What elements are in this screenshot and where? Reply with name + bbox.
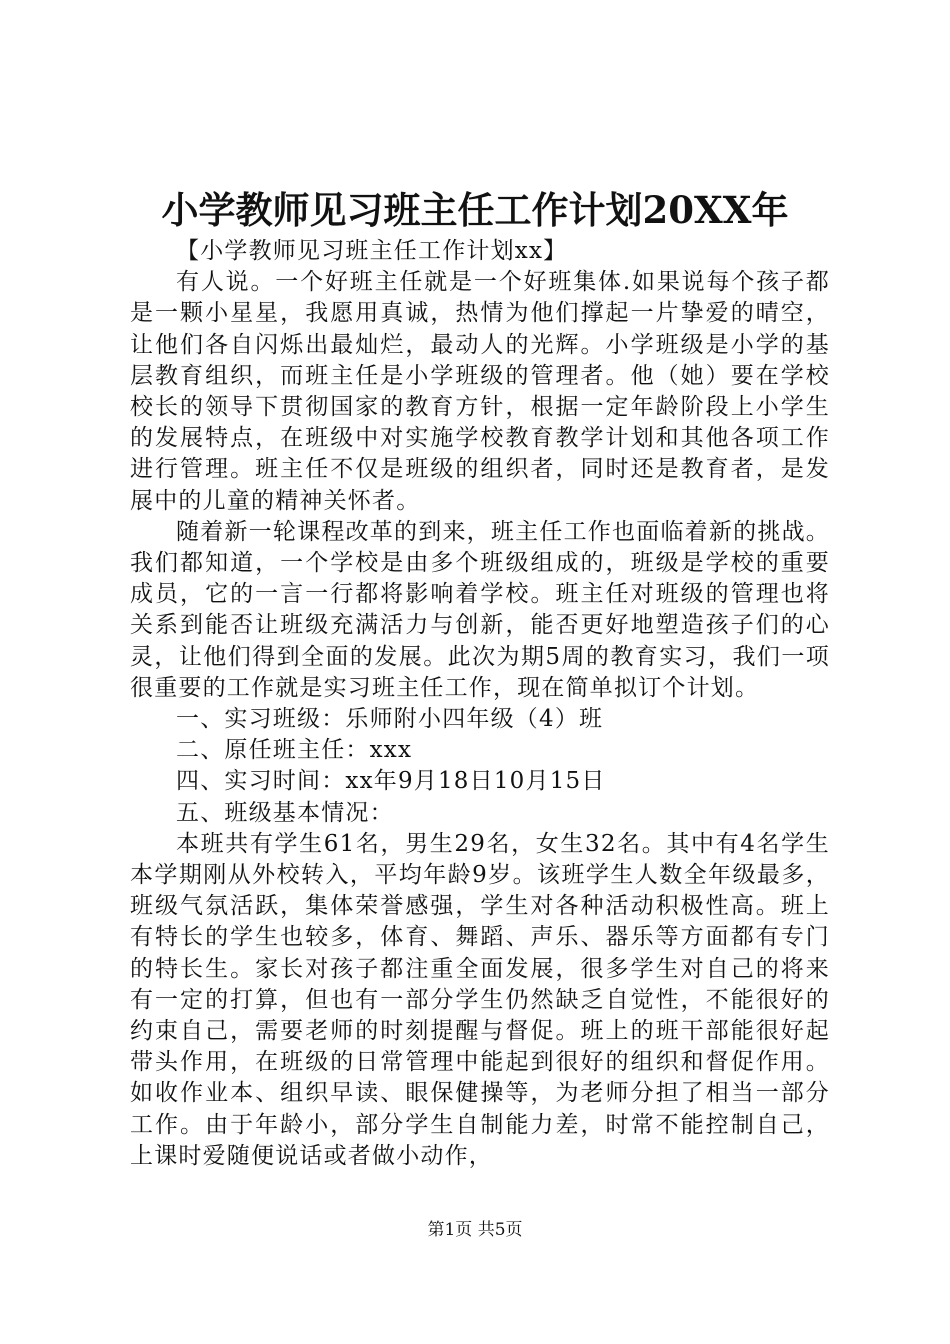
paragraph-challenge: 随着新一轮课程改革的到来，班主任工作也面临着新的挑战。我们都知道，一个学校是由多个班级组成的，班级是学校的重要成员，它的一言一行都将影响着学校。班主任对班级的管理也将关系到能否让班级充满活力与创新，能否更好地塑造孩子们的心灵，让他们得到全面的发展。此次为期5周的教育实习，我们一项很重要的工作就是实习班主任工作，现在简单拟订个计划。: [130, 518, 830, 701]
document-title: 小学教师见习班主任工作计划20XX年: [161, 188, 789, 232]
paragraph-time: 四、实习时间：xx年9月18日10月15日: [176, 768, 606, 795]
page-footer: 第1页 共5页: [427, 1220, 523, 1240]
paragraph-situation: 本班共有学生61名，男生29名，女生32名。其中有4名学生本学期刚从外校转入，平均年龄9岁。该班学生人数全年级最多，班级气氛活跃，集体荣誉感强，学生对各种活动积极性高。班上有特长的学生也较多，体育、舞蹈、声乐、器乐等方面都有专门的特长生。家长对孩子都注重全面发展，很多学生对自己的将来有一定的打算，但也有一部分学生仍然缺乏自觉性，不能很好的约束自己，需要老师的时刻提醒与督促。班上的班干部能很好起带头作用，在班级的日常管理中能起到很好的组织和督促作用。如收作业本、组织早读、眼保健操等，为老师分担了相当一部分工作。由于年龄小，部分学生自制能力差，时常不能控制自己，上课时爱随便说话或者做小动作，: [130, 830, 830, 1169]
paragraph-subtitle: 【小学教师见习班主任工作计划xx】: [176, 238, 568, 264]
paragraph-teacher: 二、原任班主任：xxx: [176, 737, 413, 764]
paragraph-intro: 有人说。一个好班主任就是一个好班集体.如果说每个孩子都是一颗小星星，我愿用真诚，热情为他们撑起一片挚爱的晴空，让他们各自闪烁出最灿烂，最动人的光辉。小学班级是小学的基层教育组织，而班主任是小学班级的管理者。他（她）要在学校校长的领导下贯彻国家的教育方针，根据一定年龄阶段上小学生的发展特点，在班级中对实施学校教育教学计划和其他各项工作进行管理。班主任不仅是班级的组织者，同时还是教育者，是发展中的儿童的精神关怀者。: [130, 269, 830, 514]
document-body: [130, 236, 830, 1172]
paragraph-situation-heading: 五、班级基本情况：: [176, 799, 394, 826]
paragraph-class: 一、实习班级：乐师附小四年级（4）班: [176, 706, 604, 733]
